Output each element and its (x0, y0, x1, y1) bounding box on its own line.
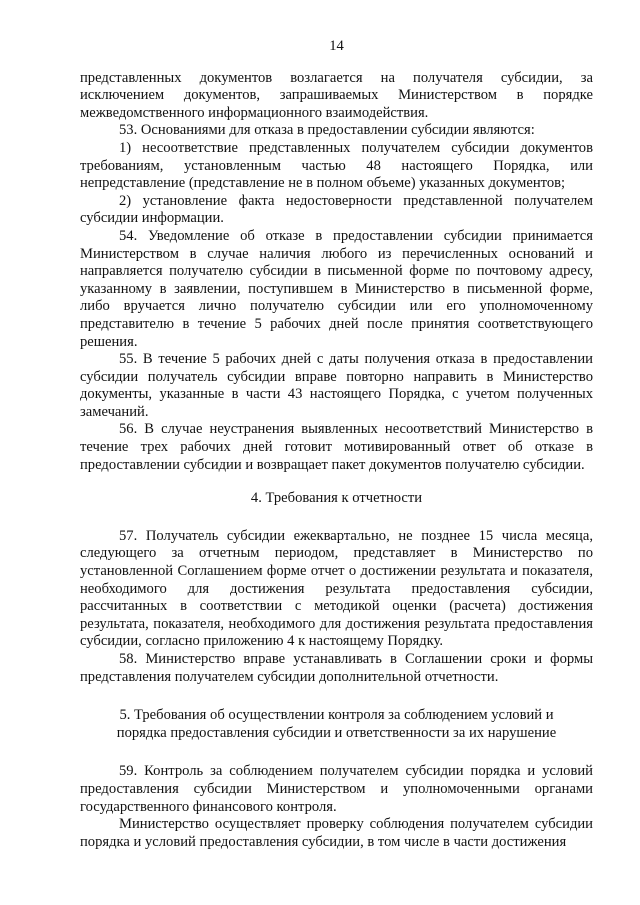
paragraph-57: 57. Получатель субсидии ежеквартально, не позднее 15 числа месяца, следующего за отчетным периодом, представляет в Министерство по установленной Соглашением форме отчет о достижении результата и показателя, необходимого для достижения результата предоставления субсидии, рассчитанных в соответствии с методикой оценки (расчета) достижения результата, показателя, необходимого для достижения результата предоставления субсидии, согласно приложению 4 к настоящему Порядку. (80, 527, 593, 650)
section-4-heading: 4. Требования к отчетности (250, 490, 423, 507)
section-5-heading-line-1: 5. Требования об осуществлении контроля за соблюдением условий и (119, 707, 554, 724)
paragraph-53: 53. Основаниями для отказа в предоставлении субсидии являются: (119, 122, 535, 139)
paragraph-58: 58. Министерство вправе устанавливать в Соглашении сроки и формы представления получателем субсидии дополнительной отчетности. (80, 651, 593, 685)
document-page (80, 38, 593, 851)
paragraph-54: 54. Уведомление об отказе в предоставлении субсидии принимается Министерством в случае наличия любого из перечисленных оснований и направляется получателю субсидии в письменной форме по почтовому адресу, указанному в заявлении, поступившем в Министерство в письменной форме, либо вручается лично получателю субсидии или его уполномоченному представителю в течение 5 рабочих дней после принятия соответствующего решения. (80, 227, 593, 350)
paragraph-continuation: представленных документов возлагается на получателя субсидии, за исключением документов, запрашиваемых Министерством в порядке межведомственного информационного взаимодействия. (80, 69, 593, 121)
paragraph-56: 56. В случае неустранения выявленных несоответствий Министерство в течение трех рабочих дней готовит мотивированный ответ об отказе в предоставлении субсидии и возвращает пакет документов получателю субсидии. (80, 421, 593, 473)
section-5-heading (80, 707, 593, 742)
page-number: 14 (329, 38, 344, 54)
paragraph-59: 59. Контроль за соблюдением получателем субсидии порядка и условий предоставления субсидии Министерством и уполномоченными органами государственного финансового контроля. (80, 763, 593, 815)
paragraph-53-item-1: 1) несоответствие представленных получателем субсидии документов требованиям, установленным частью 48 настоящего Порядка, или непредставление (представление не в полном объеме) указанных документов; (80, 139, 593, 192)
paragraph-53-item-2: 2) установление факта недостоверности представленной получателем субсидии информации. (80, 192, 593, 227)
paragraph-59-continuation: Министерство осуществляет проверку соблюдения получателем субсидии порядка и условий предоставления субсидии, в том числе в части достижения (80, 816, 593, 850)
section-5-heading-line-2: порядка предоставления субсидии и ответственности за их нарушение (116, 724, 557, 741)
paragraph-55: 55. В течение 5 рабочих дней с даты получения отказа в предоставлении субсидии получатель субсидии вправе повторно направить в Министерство документы, указанные в части 43 настоящего Порядка, с учетом полученных замечаний. (80, 351, 593, 420)
